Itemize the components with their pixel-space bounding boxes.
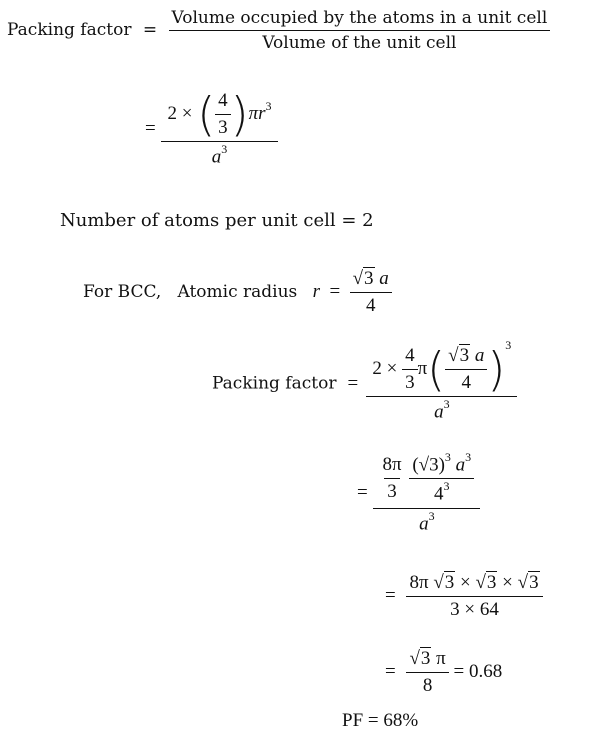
lattice-a: a xyxy=(379,268,389,289)
definition-numerator: Volume occupied by the atoms in a unit cell xyxy=(171,8,548,28)
times-sign: × xyxy=(502,572,513,593)
cube-exponent: 3 xyxy=(505,337,512,352)
eight-pi-over-three xyxy=(379,454,404,503)
left-paren: ( xyxy=(197,87,216,142)
expanded-ratio-equation xyxy=(357,452,477,535)
sqrt-three: 3 xyxy=(529,572,539,593)
two-times: 2 × xyxy=(167,102,193,124)
lattice-a: a xyxy=(211,146,222,168)
equals-sign: = xyxy=(385,584,396,606)
sqrt-three: 3 xyxy=(486,572,497,593)
definition-denominator: Volume of the unit cell xyxy=(169,30,551,53)
three: 3 xyxy=(384,478,400,503)
expanded-numerator xyxy=(376,452,477,508)
atoms-per-cell-line: Number of atoms per unit cell = 2 xyxy=(60,210,374,231)
lattice-a: a xyxy=(434,401,444,423)
bcc-denominator xyxy=(366,396,517,423)
equals-sign: = xyxy=(357,481,368,503)
numeric-result-equation xyxy=(385,648,502,697)
cubed-radius-fraction xyxy=(409,452,474,506)
volume-ratio-equation xyxy=(145,87,275,168)
final-packing-factor: PF = 68% xyxy=(342,710,419,731)
volume-ratio-numerator xyxy=(164,87,274,142)
packing-factor-definition xyxy=(7,8,550,53)
cube-exponent: 3 xyxy=(443,397,450,411)
right-paren: ) xyxy=(487,342,506,397)
bcc-numerator xyxy=(369,337,514,397)
cube-exponent: 3 xyxy=(428,508,435,523)
lattice-a: a xyxy=(474,345,485,366)
result-fraction xyxy=(406,648,448,697)
radius-numerator: √3 a xyxy=(352,268,389,289)
four: 4 xyxy=(433,483,444,505)
definition-fraction xyxy=(169,8,551,53)
equals-sign: = xyxy=(329,281,341,302)
four-thirds xyxy=(215,90,231,139)
product-numerator: 8π √3 × √3 × √3 xyxy=(409,572,539,593)
bcc-fraction xyxy=(369,337,514,423)
sqrt-three: 3 xyxy=(459,345,470,366)
result-denominator: 8 xyxy=(406,672,448,697)
equals-sign: = xyxy=(145,117,156,139)
lattice-a: a xyxy=(455,454,466,476)
sqrt-three: 3 xyxy=(420,648,431,669)
pi: π xyxy=(417,357,428,379)
bcc-radius-line xyxy=(83,268,392,317)
radius-fraction xyxy=(445,345,487,394)
three: 3 xyxy=(402,369,418,394)
radius-fraction xyxy=(350,268,392,317)
sqrt-three: 3 xyxy=(444,572,455,593)
volume-ratio-denominator xyxy=(161,141,277,168)
pi: π xyxy=(436,648,446,669)
expanded-denominator xyxy=(373,508,480,535)
product-denominator: 3 × 64 xyxy=(406,596,542,621)
four: 4 xyxy=(445,369,487,394)
cube-exponent: 3 xyxy=(221,142,228,156)
sqrt-three: 3 xyxy=(364,268,374,289)
cube-exponent: 3 xyxy=(443,479,450,494)
cube-exponent: 3 xyxy=(265,98,272,113)
four: 4 xyxy=(405,345,415,366)
equals-sign: = xyxy=(385,660,396,682)
three: 3 xyxy=(215,114,231,139)
bcc-packing-factor-equation xyxy=(212,337,514,423)
lattice-a: a xyxy=(419,512,429,534)
two-times: 2 × xyxy=(372,357,398,379)
radius-symbol: r xyxy=(312,281,321,302)
equals-sign: = xyxy=(142,20,158,40)
right-paren: ) xyxy=(230,87,249,142)
numeric-result: = 0.68 xyxy=(453,660,503,682)
packing-factor-label: Packing factor xyxy=(7,20,132,40)
times-sign: × xyxy=(460,572,471,593)
product-equation xyxy=(385,572,543,621)
left-paren: ( xyxy=(427,342,446,397)
four-thirds xyxy=(402,345,418,394)
eight-pi: 8π xyxy=(382,454,402,476)
eight-pi: 8π xyxy=(409,572,429,593)
bcc-label: For BCC, Atomic radius xyxy=(83,282,298,302)
cube-exponent: 3 xyxy=(465,450,472,464)
pi-r: πr xyxy=(248,102,266,124)
packing-factor-label: Packing factor xyxy=(212,373,337,394)
cubed-radius-numerator xyxy=(409,452,474,478)
equals-sign: = xyxy=(347,372,359,394)
cubed-radius-denominator xyxy=(409,478,474,505)
product-fraction xyxy=(406,572,542,621)
cube-exponent: 3 xyxy=(444,450,451,464)
four: 4 xyxy=(218,90,228,111)
sqrt-three-paren: (√3) xyxy=(412,454,445,476)
volume-ratio-fraction xyxy=(164,87,274,168)
expanded-fraction xyxy=(376,452,477,535)
radius-numerator: √3 a xyxy=(448,345,485,366)
radius-denominator: 4 xyxy=(350,292,392,317)
result-numerator: √3 π xyxy=(409,648,446,669)
